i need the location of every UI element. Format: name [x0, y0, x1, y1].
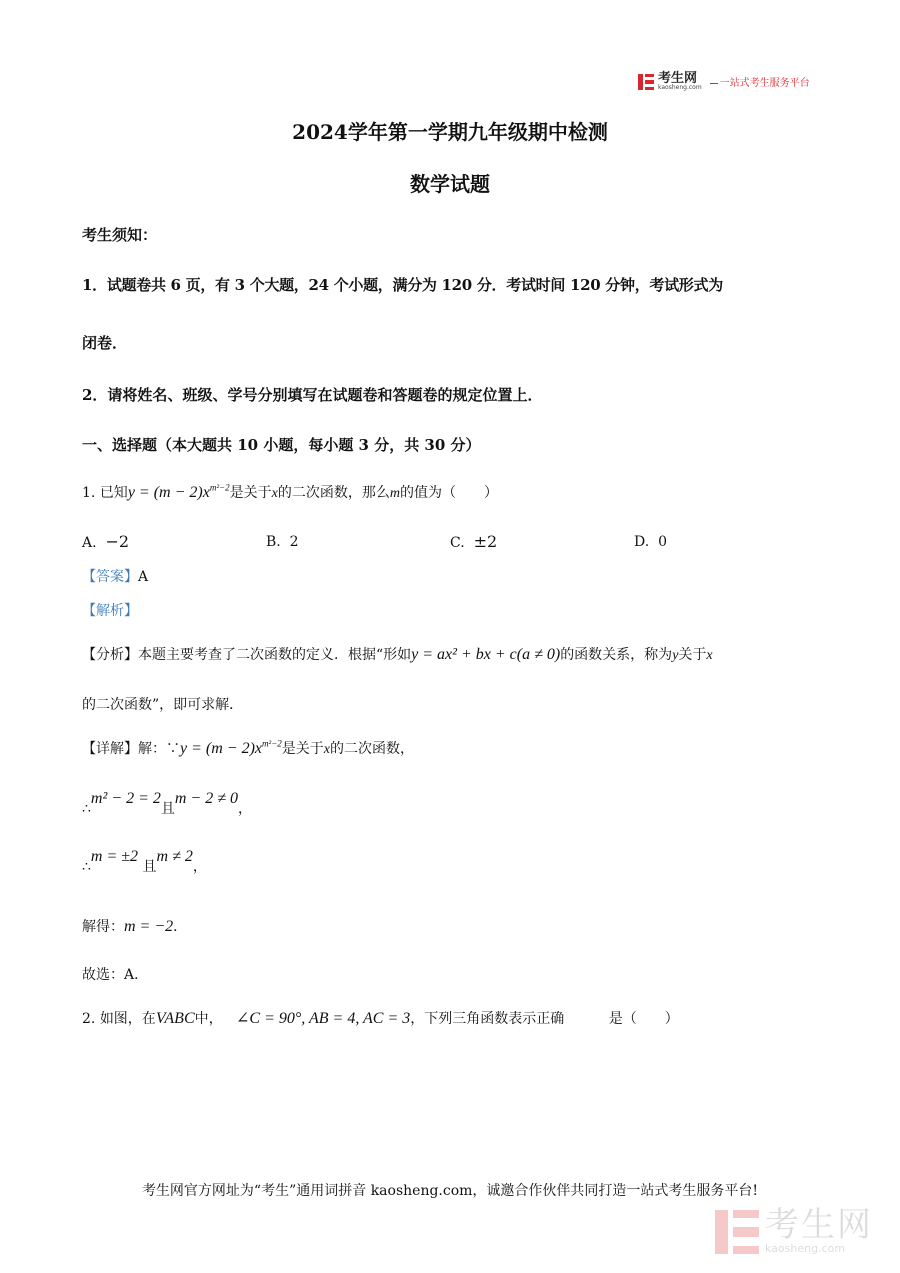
- question-text: 是关于: [229, 485, 272, 501]
- step-1: ∴m² − 2 = 2且m − 2 ≠ 0，: [82, 790, 253, 817]
- kaosheng-logo-icon: [638, 74, 654, 90]
- question-text: 的二次函数，那么: [277, 485, 390, 501]
- notice-item-1-cont: 闭卷．: [82, 334, 128, 352]
- notice-heading: 考生须知：: [82, 226, 158, 244]
- step-2: ∴m = ±2 且m ≠ 2，: [82, 848, 207, 875]
- footer-note: 考生网官方网址为“考生”通用词拼音 kaosheng.com，诚邀合作伙伴共同打造一站式考生服务平台!: [141, 1183, 759, 1199]
- solve-line: 解得：m = −2．: [82, 918, 188, 935]
- brand-slogan: 一站式考生服务平台: [710, 74, 810, 89]
- answer-tag: 【答案】: [82, 569, 138, 585]
- option-b: B. 2: [266, 534, 299, 550]
- variable: x: [271, 486, 278, 501]
- notice-item-1: 1．试题卷共 6 页，有 3 个大题，24 个小题，满分为 120 分．考试时间 120 分钟，考试形式为: [82, 276, 723, 294]
- page-title: 2024学年第一学期九年级期中检测: [292, 120, 608, 144]
- question-text: 已知: [99, 485, 128, 501]
- question-number: 2.: [82, 1011, 96, 1027]
- question-1: [82, 482, 498, 502]
- watermark-domain: kaosheng.com: [765, 1242, 846, 1255]
- option-d: D. 0: [634, 534, 668, 550]
- question-text: 的值为（ ）: [399, 485, 498, 501]
- page-subtitle: 数学试题: [410, 172, 490, 196]
- choose-line: 故选：A．: [82, 967, 149, 983]
- variable: m: [389, 486, 400, 501]
- header-logo: [638, 72, 810, 91]
- analysis-tag: 【解析】: [82, 603, 138, 619]
- answer-line: [82, 566, 148, 586]
- detail-line: 【详解】解：∵y = $(m - 2)x^{m^2-2}$是关于x的二次函数，: [82, 738, 415, 757]
- watermark: [715, 1205, 873, 1255]
- fenxi-line-1: 【分析】本题主要考查了二次函数的定义．根据“形如y = ax² + bx + c(a ≠ 0)的函数关系，称为y关于x: [82, 646, 713, 663]
- brand-domain: kaosheng.com: [658, 84, 702, 91]
- notice-item-2: 2．请将姓名、班级、学号分别填写在试题卷和答题卷的规定位置上．: [82, 386, 543, 404]
- brand-name: 考生网: [658, 71, 698, 86]
- fenxi-line-2: 的二次函数”，即可求解．: [82, 697, 244, 713]
- watermark-brand: 考生网: [765, 1205, 873, 1245]
- kaosheng-watermark-icon: [715, 1210, 759, 1254]
- answer-value: A: [138, 569, 149, 585]
- section-heading: 一、选择题（本大题共 10 小题，每小题 3 分，共 30 分）: [82, 436, 481, 454]
- formula: $y = (m - 2)x^{m^2-2}$: [127, 482, 230, 501]
- question-number: 1.: [82, 485, 96, 501]
- option-c: C. ±2: [450, 532, 498, 551]
- question-2: 2. 如图，在VABC中， ∠C = 90°, AB = 4, AC = 3，下列三角函数表示正确 是（ ）: [82, 1010, 679, 1027]
- option-a: A. −2: [82, 532, 130, 551]
